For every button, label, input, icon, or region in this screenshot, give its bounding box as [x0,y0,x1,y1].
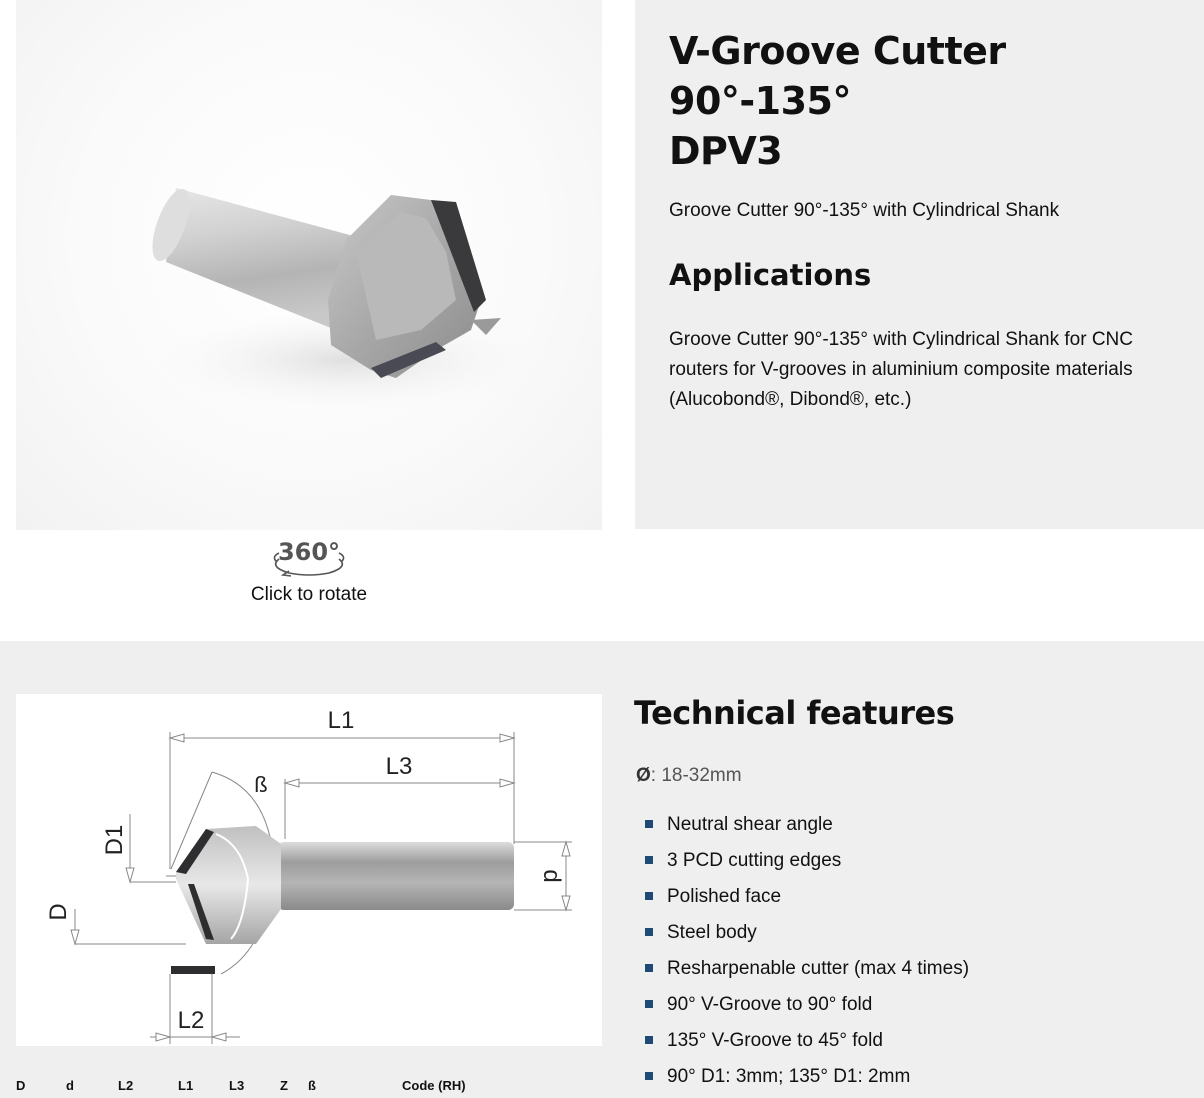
product-3d-viewer[interactable] [16,0,602,530]
technical-features-heading: Technical features [634,694,955,732]
feature-text: Resharpenable cutter (max 4 times) [667,958,970,979]
column-header-l3: L3 [229,1078,245,1093]
bullet-icon [645,856,653,864]
feature-item [645,811,969,847]
bullet-icon [645,1072,653,1080]
rotate-360-icon [259,535,359,579]
feature-item [645,955,969,991]
diameter-range [636,765,742,787]
column-header-D: D [16,1078,26,1093]
bullet-icon [645,1036,653,1044]
applications-text: Groove Cutter 90°-135° with Cylindrical Shank for CNC routers for V-grooves in aluminium composite materials (Alucobond®, Dibond®, etc.) [669,329,1133,410]
features-list [645,811,969,1098]
cutter-render-image [16,0,602,530]
dim-label-l1: L1 [327,707,355,734]
feature-item [645,883,969,919]
product-title [669,26,1184,176]
feature-item [645,991,969,1027]
bullet-icon [645,820,653,828]
feature-item [645,1027,969,1063]
technical-section [0,641,1204,1098]
column-header-code: Code (RH) [402,1078,466,1093]
feature-text: 90° D1: 3mm; 135° D1: 2mm [667,1066,911,1087]
dim-label-d: d [538,869,565,883]
feature-text: 3 PCD cutting edges [667,850,842,871]
bullet-icon [645,1000,653,1008]
column-header-l1: L1 [178,1078,194,1093]
column-header-z: Z [280,1078,288,1093]
feature-text: Neutral shear angle [667,814,833,835]
feature-text: Steel body [667,922,757,943]
technical-drawing [16,694,602,1046]
dimension-drawing-svg [16,694,602,1046]
feature-text: Polished face [667,886,782,907]
bullet-icon [645,928,653,936]
dim-label-l2: L2 [177,1007,205,1034]
column-header-beta: ß [308,1078,316,1093]
dim-label-d1: D1 [101,824,128,856]
bullet-icon [645,964,653,972]
dim-label-beta: ß [254,772,268,797]
product-title-line2: DPV3 [669,129,783,173]
rotate-label: Click to rotate [250,584,368,605]
specs-table-header [0,1078,620,1098]
diameter-symbol: Ø [636,765,651,786]
rotate-360-button[interactable] [230,535,388,606]
feature-item [645,919,969,955]
feature-item [645,1063,969,1098]
column-header-d: d [66,1078,74,1093]
dim-label-l3: L3 [385,753,413,780]
feature-text: 90° V-Groove to 90° fold [667,994,873,1015]
product-info-panel [635,0,1204,529]
dim-label-D: D [45,903,72,921]
diameter-value: : 18-32mm [650,765,742,786]
product-title-line1: V-Groove Cutter 90°-135° [669,29,1006,123]
feature-text: 135° V-Groove to 45° fold [667,1030,883,1051]
applications-heading: Applications [669,258,872,292]
feature-item [645,847,969,883]
column-header-l2: L2 [118,1078,134,1093]
bullet-icon [645,892,653,900]
rotate-badge-text: 360° [277,538,341,566]
product-subtitle: Groove Cutter 90°-135° with Cylindrical Shank [669,200,1060,221]
